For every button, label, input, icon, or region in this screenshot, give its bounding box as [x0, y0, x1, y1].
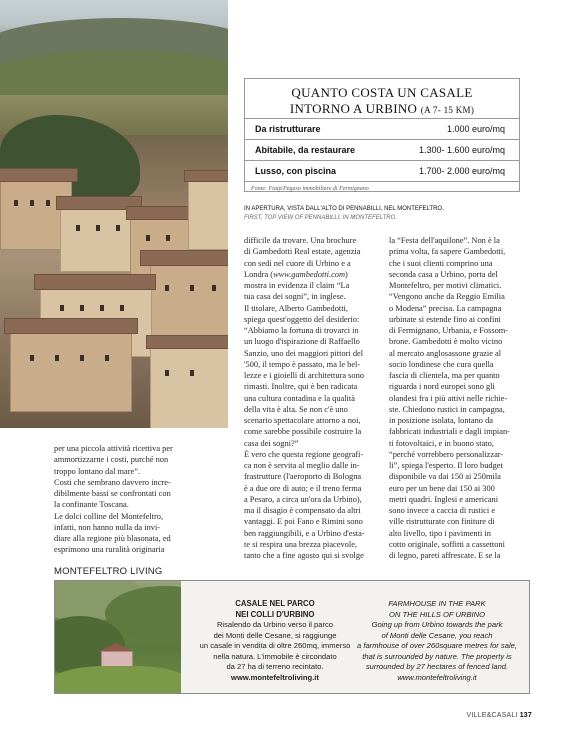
text-line: in posizione isolata, lontano da [389, 416, 493, 425]
listing-line: Going up from Urbino towards the park [371, 620, 503, 629]
text-line: Le dolci colline del Montefeltro, [54, 511, 164, 521]
text-line: spiega quest'oggetto del desiderio: [244, 314, 360, 324]
text-line: sono invece a caccia di rustici e [389, 506, 496, 515]
text-line: con sedi nel cuore di Urbino e a [244, 258, 351, 268]
text-line: la “Festa dell'aquilone”. Non è la [389, 236, 500, 245]
text-line: Montefeltro, per motivi climatici. [389, 281, 502, 290]
text-line: della vita è alta. Se non c'è uno [244, 404, 348, 414]
text-line: prima volta, fa sapere Gambedotti, [389, 247, 506, 257]
listing-heading-en: ON THE HILLS OF URBINO [388, 609, 486, 619]
text-line: alto livello, tipo i pavimenti in [389, 528, 491, 538]
text-line: al mercato anglosassone grazie al [389, 348, 502, 358]
text-line: è a due ore di auto; e il treno ferma [244, 483, 362, 493]
listing-line: a farmhouse of over 260square metres for sale, [357, 641, 517, 650]
price-row [245, 139, 519, 160]
price-row [245, 160, 519, 181]
listing-url-link[interactable]: www.montefeltroliving.it [397, 672, 477, 682]
text-line: Sanzio, uno dei maggiori pittori del [244, 348, 364, 358]
price-row [245, 118, 519, 139]
text-line: urbinate si estende fino ai confini [389, 314, 501, 324]
text-line: vantaggi. E poi Fano e Rimini sono [244, 517, 363, 527]
text-line: ville ristrutturate con finiture di [389, 517, 495, 527]
text-line: ca non è servita al meglio dalle in- [244, 461, 360, 470]
text-line: di Gambedotti Real estate, agenzia [244, 247, 361, 257]
text-line: tua casa dei sogni”, in inglese. [244, 292, 346, 302]
text-line: di legno, pareti affrescate. E se la [389, 551, 501, 560]
text-line: fascia di clientela, ma per quanto [389, 371, 500, 380]
text-line: Il titolare, Alberto Gambedotti, [244, 303, 348, 313]
listing-english [357, 599, 517, 683]
text-line: “Abbiamo la fortuna di trovarci in [244, 326, 359, 335]
listing-line: Risalendo da Urbino verso il parco [216, 620, 334, 629]
text-line: una cultura contadina e la qualità [244, 393, 355, 403]
listing-line: that is surrounded by nature. The property is [362, 651, 512, 661]
text-column-left [54, 443, 228, 556]
text-line: mostra in evidenza il claim “La [244, 281, 350, 290]
text-line: ammortizzarne i costi, purché non [54, 455, 169, 465]
text-line: ben raggiungibili, e a Urbino d'esta- [244, 528, 365, 538]
text-line: di Fermignano, Urbania, e Fossom- [389, 326, 509, 335]
text-line: È vero che questa regione geografi- [244, 449, 364, 459]
text-line: ma il disagio è compensato da altri [244, 506, 361, 515]
text-line: diare alla regione più blasonata, ed [54, 534, 171, 543]
text-line: “Vengono anche da Reggio Emilia [389, 292, 505, 302]
text-line: lezze e i gioielli di architettura sono [244, 371, 364, 380]
text-line: scenario spettacolare attorno a noi, [244, 416, 361, 425]
page-number: 137 [519, 712, 532, 719]
caption-italian: IN APERTURA, VISTA DALL'ALTO DI PENNABILLI, NEL MONTEFELTRO. [244, 206, 444, 212]
text-line: fabbricati industriali e dagli impian- [389, 427, 510, 437]
text-line: brone. Gambedotti è molto vicino [389, 337, 503, 347]
text-line: troppo lontano dal mare”. [54, 466, 141, 476]
text-line: Costi che sembrano davvero incre- [54, 477, 171, 487]
text-line: esprimono una ruralità originaria [54, 545, 165, 555]
text-line: socio londinese che cura quella [389, 359, 494, 369]
text-line: ste. Chiedono rustici in campagna, [389, 404, 505, 414]
text-line: o Modena” precisa. La campagna [389, 303, 502, 313]
price-row-label: Da ristrutturare [255, 124, 321, 134]
text-line: frastrutture (l'aeroporto di Bologna [244, 472, 362, 482]
text-line: seconda casa a Urbino, porta del [389, 269, 498, 279]
text-line: euro per un bene dai 150 ai 300 [389, 483, 495, 493]
listing-line: of Monti delle Cesane, you reach [381, 630, 493, 640]
page-footer [467, 712, 532, 719]
text-line: metri quadri. Inglesi e americani [389, 494, 499, 504]
text-line: la confinante Toscana. [54, 500, 129, 510]
text-line: disponibile va dai 150 ai 250mila [389, 472, 501, 482]
price-row-value: 1.300- 1.600 euro/mq [418, 145, 505, 155]
listing-line: surrounded by 27 hectares of fenced land. [365, 662, 509, 671]
text-line: un luogo d'ispirazione di Raffaello [244, 337, 360, 347]
section-label: MONTEFELTRO LIVING [54, 566, 163, 577]
price-row-label: Lusso, con piscina [255, 166, 337, 176]
price-title-line2: INTORNO A URBINO [289, 101, 418, 116]
text-column-right [389, 235, 523, 561]
pennabilli-photo [0, 0, 228, 428]
photo-caption [244, 205, 544, 223]
price-table [244, 78, 520, 192]
listing-line: da 27 ha di terreno recintato. [226, 662, 324, 671]
agency-website-link[interactable]: www.gambedotti.com [273, 269, 346, 279]
text-line: tanto che a fine agosto qui si svolge [244, 551, 364, 560]
price-row-value: 1.700- 2.000 euro/mq [418, 166, 505, 176]
text-line: dibilmente bassi se confrontati con [54, 489, 171, 498]
text-line: olandesi fra i più attivi nelle richie- [389, 393, 508, 403]
text-line: difficile da trovare. Una brochure [244, 236, 357, 245]
listing-italian [195, 599, 355, 683]
text-line: come sarebbe possibile costruire la [244, 427, 362, 437]
listing-box [54, 580, 530, 694]
text-line: che i suoi clienti comprino una [389, 258, 493, 268]
text-line: riguarda i nord europei sono gli [389, 382, 495, 392]
listing-url-link[interactable]: www.montefeltroliving.it [231, 672, 319, 682]
magazine-name: VILLE&CASALI [466, 712, 518, 719]
price-source: Fonte: Fiaip/Pegaso immobiliare di Fermignano [245, 181, 519, 196]
text-line: te si respira una brezza piacevole, [244, 539, 358, 549]
listing-line: dei Monti delle Cesane, si raggiunge [213, 630, 337, 640]
text-line: “perché vorrebbero personalizzar- [389, 449, 504, 459]
price-title-note: (A 7- 15 KM) [420, 105, 475, 115]
price-row-label: Abitabile, da restaurare [255, 145, 356, 155]
caption-english: FIRST, TOP VIEW OF PENNABILLI, IN MONTEFELTRO. [244, 215, 397, 221]
text-column-middle [244, 235, 378, 561]
text-line: a Pesaro, a circa un'ora da Urbino), [244, 494, 362, 504]
text-line: li”, spiega l'esperto. Il loro budget [389, 461, 503, 470]
text-line: cotto originale, soffitti a cassettoni [389, 539, 505, 549]
text-line: infatti, non hanno nulla da invi- [54, 522, 161, 532]
listing-heading-it: CASALE NEL PARCO [235, 599, 315, 608]
text-line: per una piccola attività ricettiva per [54, 444, 173, 453]
text-line: ti fotovoltaici, e in buono stato, [389, 438, 494, 448]
listing-line: un casale in vendita di oltre 260mq, immerso [199, 641, 351, 650]
listing-heading-it: NEI COLLI D'URBINO [235, 609, 315, 619]
farmhouse-photo [55, 581, 181, 693]
listing-line: nella natura. L'immobile è circondato [213, 651, 337, 661]
price-row-value: 1.000 euro/mq [446, 124, 505, 134]
price-table-title [245, 79, 519, 118]
listing-heading-en: FARMHOUSE IN THE PARK [388, 599, 486, 608]
text-line: Londra (www.gambedotti.com) [244, 269, 348, 279]
price-title-line1: QUANTO COSTA UN CASALE [291, 85, 473, 100]
text-line: rimasti. Inoltre, qui è ben radicata [244, 382, 358, 392]
text-line: casa dei sogni?” [244, 438, 299, 448]
text-line: '500, il tempo è passato, ma le bel- [244, 359, 361, 369]
